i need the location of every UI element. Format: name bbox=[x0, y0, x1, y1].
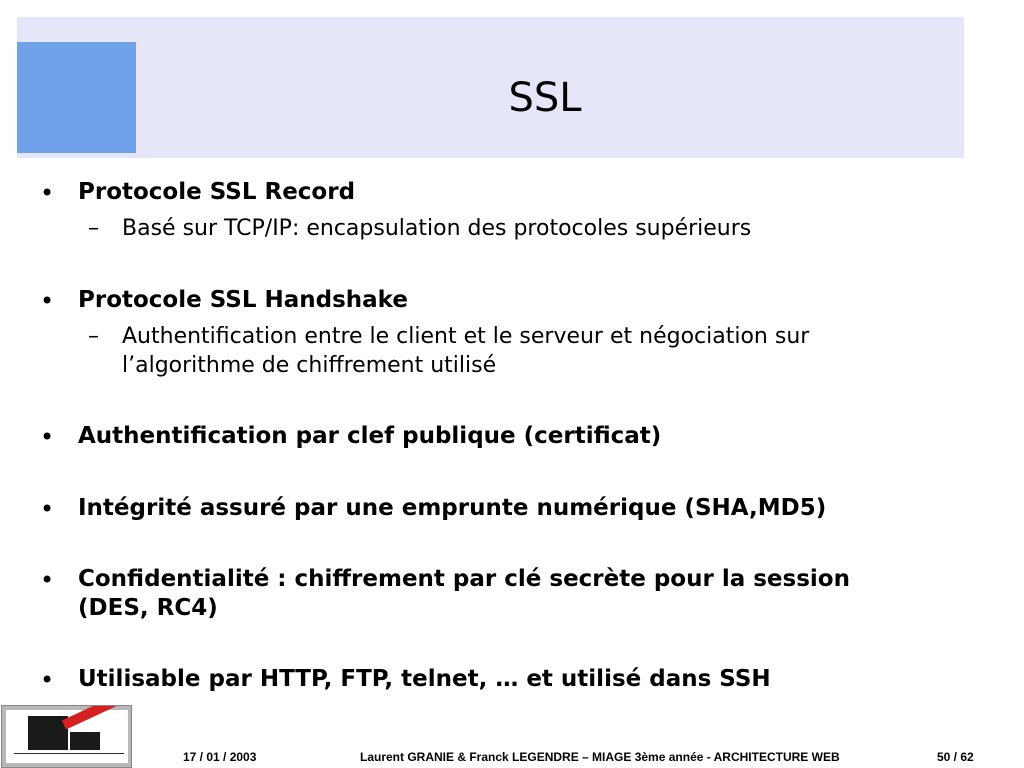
bullet-marker: • bbox=[40, 287, 55, 315]
logo-tagline-rule bbox=[14, 753, 124, 762]
sub-bullet-text: Basé sur TCP/IP: encapsulation des protocoles supérieurs bbox=[122, 216, 752, 241]
isiag-emblem bbox=[70, 732, 100, 750]
sub-bullet-text: Authentification entre le client et le serveur et négociation sur l’algorithme de chiffrement utilisé bbox=[122, 324, 810, 378]
footer-page-number: 50 / 62 bbox=[937, 750, 974, 764]
footer-authors: Laurent GRANIE & Franck LEGENDRE – MIAGE 3ème année - ARCHITECTURE WEB bbox=[360, 750, 840, 764]
bullet-text: Confidentialité : chiffrement par clé secrète pour la session (DES, RC4) bbox=[78, 566, 850, 621]
bullet-marker: • bbox=[40, 566, 55, 594]
logo-red-stripe bbox=[62, 705, 128, 730]
bullet-marker: • bbox=[40, 495, 55, 523]
footer-date: 17 / 01 / 2003 bbox=[183, 750, 257, 764]
bullet-marker: • bbox=[40, 423, 55, 451]
sub-bullet-marker: – bbox=[88, 324, 99, 349]
bullet-text: Protocole SSL Record bbox=[78, 179, 356, 205]
sub-bullet-marker: – bbox=[88, 216, 99, 241]
bullet-text: Authentification par clef publique (certificat) bbox=[78, 423, 662, 449]
bullet-text: Intégrité assuré par une emprunte numérique (SHA,MD5) bbox=[78, 495, 827, 521]
bullet-marker: • bbox=[40, 666, 55, 694]
slide-title: SSL bbox=[508, 75, 582, 121]
logo-background bbox=[6, 710, 128, 763]
bullet-text: Utilisable par HTTP, FTP, telnet, … et utilisé dans SSH bbox=[78, 666, 771, 692]
title-accent-square bbox=[17, 42, 136, 153]
bullet-text: Protocole SSL Handshake bbox=[78, 287, 408, 313]
isiag-logo bbox=[1, 705, 132, 768]
bullet-marker: • bbox=[40, 179, 55, 207]
